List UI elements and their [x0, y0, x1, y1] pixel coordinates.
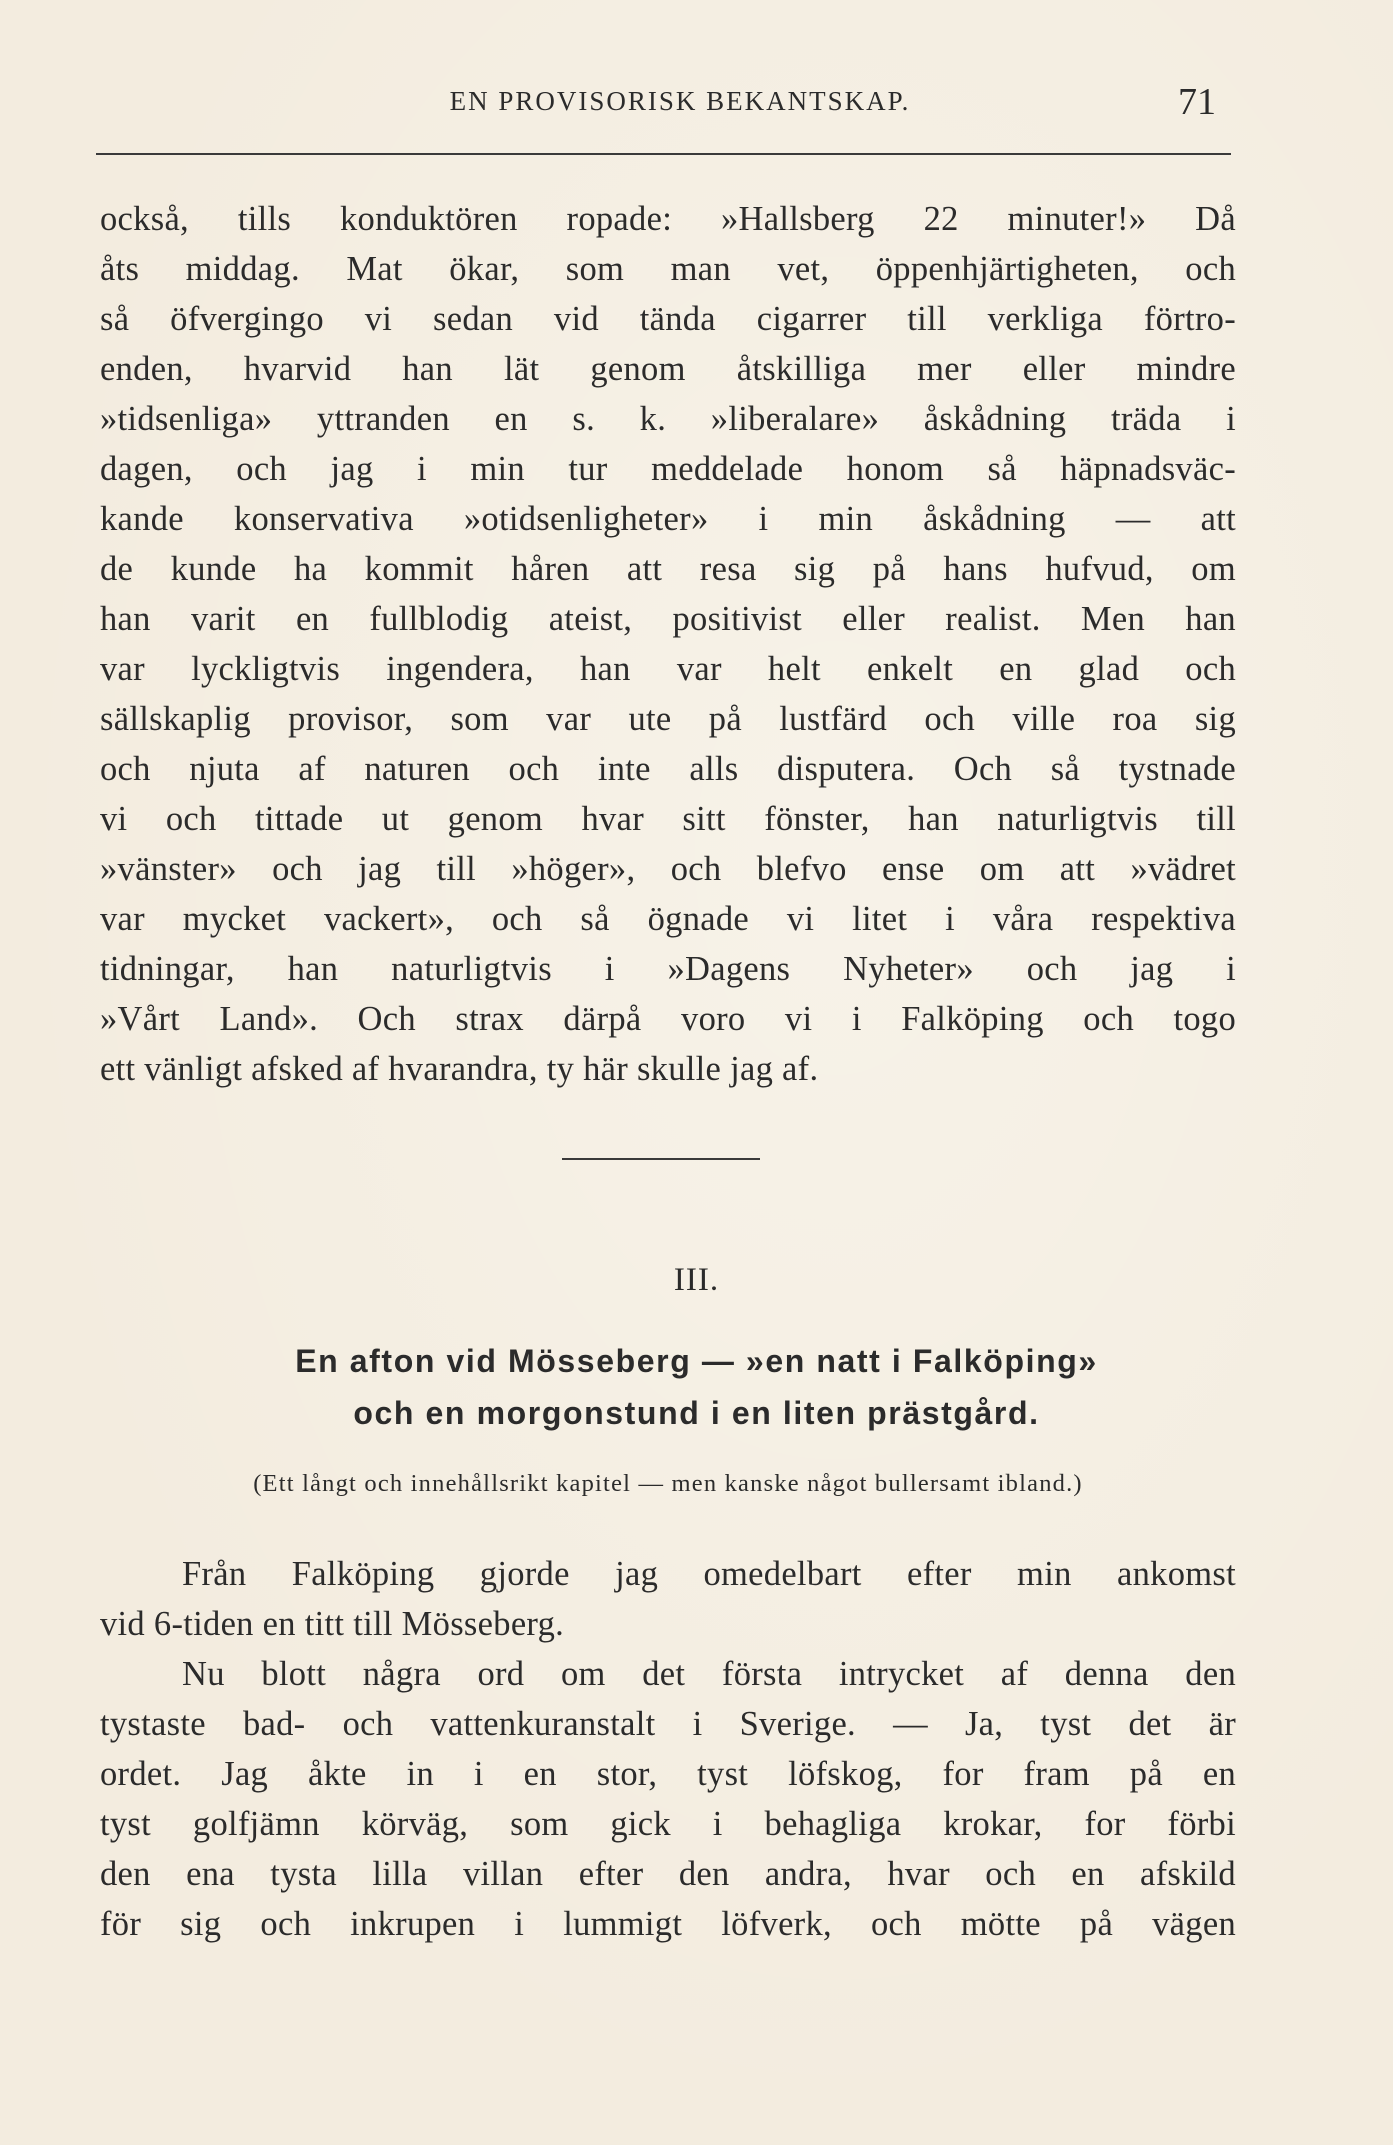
chapter-title-line-1: En afton vid Mösseberg — »en natt i Falköping» — [295, 1343, 1098, 1379]
chapter-subtitle: (Ett långt och innehållsrikt kapitel — men kanske något bullersamt ibland.) — [253, 1470, 1083, 1497]
text-line: så öfvergingo vi sedan vid tända cigarrer till verkliga förtro- — [100, 300, 1236, 338]
text-line: var mycket vackert», och så ögnade vi litet i våra respektiva — [100, 900, 1236, 938]
paragraph-3 — [100, 1649, 1236, 1949]
text-line: vi och tittade ut genom hvar sitt fönster, han naturligtvis till — [100, 800, 1236, 838]
text-line: också, tills konduktören ropade: »Hallsberg 22 minuter!» Då — [100, 200, 1236, 238]
section-number: III. — [673, 1262, 720, 1298]
text-line: sällskaplig provisor, som var ute på lustfärd och ville roa sig — [100, 700, 1236, 738]
text-line: Från Falköping gjorde jag omedelbart efter min ankomst — [182, 1555, 1236, 1593]
text-line: Nu blott några ord om det första intrycket af denna den — [182, 1655, 1236, 1693]
text-line: tystaste bad- och vattenkuranstalt i Sverige. — Ja, tyst det är — [100, 1705, 1236, 1743]
text-line: ett vänligt afsked af hvarandra, ty här skulle jag af. — [100, 1050, 819, 1088]
page-number: 71 — [1178, 81, 1216, 123]
text-line: den ena tysta lilla villan efter den andra, hvar och en afskild — [100, 1855, 1236, 1893]
text-line: för sig och inkrupen i lummigt löfverk, och mötte på vägen — [100, 1905, 1236, 1943]
text-line: »vänster» och jag till »höger», och blefvo ense om att »vädret — [100, 850, 1236, 888]
text-line: »tidsenliga» yttranden en s. k. »liberalare» åskådning träda i — [100, 400, 1236, 438]
text-line: vid 6-tiden en titt till Mösseberg. — [100, 1605, 565, 1643]
paragraph-1 — [100, 194, 1236, 1094]
text-line: »Vårt Land». Och strax därpå voro vi i Falköping och togo — [100, 1000, 1236, 1038]
text-line: tyst golfjämn körväg, som gick i behagliga krokar, for förbi — [100, 1805, 1236, 1843]
text-line: var lyckligtvis ingendera, han var helt enkelt en glad och — [100, 650, 1236, 688]
text-line: tidningar, han naturligtvis i »Dagens Nyheter» och jag i — [100, 950, 1236, 988]
text-line: kande konservativa »otidsenligheter» i min åskådning — att — [100, 500, 1236, 538]
running-title: EN PROVISORISK BEKANTSKAP. — [449, 86, 911, 116]
text-line: dagen, och jag i min tur meddelade honom så häpnadsväc- — [100, 450, 1236, 488]
text-line: de kunde ha kommit håren att resa sig på hans hufvud, om — [100, 550, 1236, 588]
text-line: han varit en fullblodig ateist, positivist eller realist. Men han — [100, 600, 1236, 638]
paragraph-2 — [100, 1549, 1236, 1649]
header-rule — [96, 153, 1231, 155]
section-divider — [562, 1158, 760, 1160]
text-line: ordet. Jag åkte in i en stor, tyst löfskog, for fram på en — [100, 1755, 1236, 1793]
chapter-title-line-2: och en morgonstund i en liten prästgård. — [353, 1395, 1040, 1431]
running-head — [0, 81, 1393, 126]
text-line: åts middag. Mat ökar, som man vet, öppenhjärtigheten, och — [100, 250, 1236, 288]
text-line: och njuta af naturen och inte alls disputera. Och så tystnade — [100, 750, 1236, 788]
text-line: enden, hvarvid han lät genom åtskilliga mer eller mindre — [100, 350, 1236, 388]
body-text-2 — [100, 1549, 1236, 1949]
